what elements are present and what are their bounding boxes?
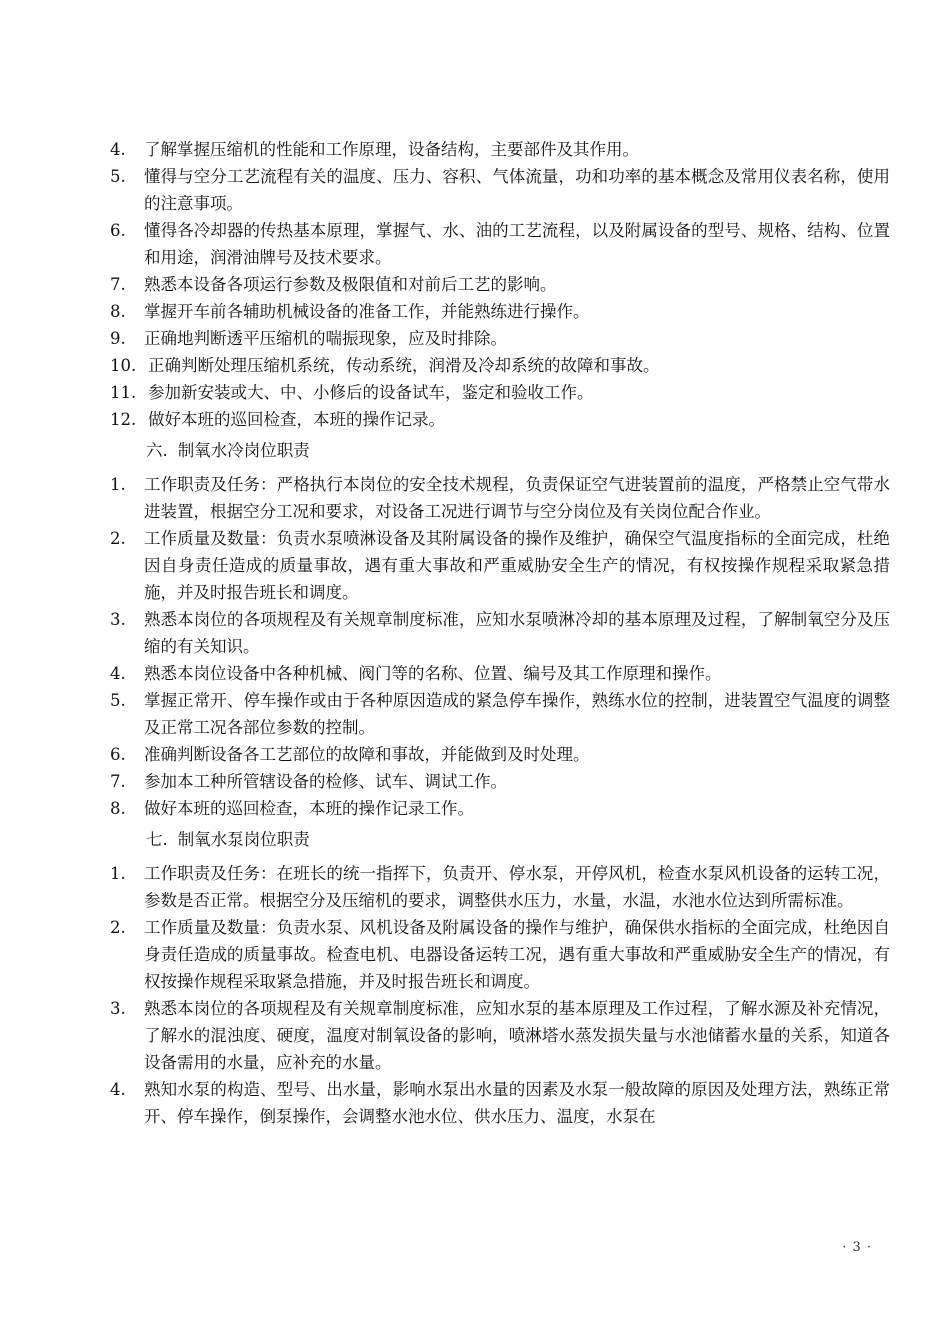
section5-list <box>110 136 890 433</box>
list-item <box>110 1076 890 1130</box>
list-item <box>110 914 890 995</box>
list-item <box>110 217 890 271</box>
item-number: 4. <box>110 140 126 159</box>
list-item <box>110 471 890 525</box>
item-text: 工作职责及任务：严格执行本岗位的安全技术规程，负责保证空气进装置前的温度，严格禁止空气带水进装置，根据空分工况和要求，对设备工况进行调节与空分岗位及有关岗位配合作业。 <box>144 475 890 521</box>
section-title: 制氧水泵岗位职责 <box>177 830 310 849</box>
item-text: 懂得与空分工艺流程有关的温度、压力、容积、气体流量，功和功率的基本概念及常用仪表名称，使用的注意事项。 <box>144 167 890 213</box>
item-text: 做好本班的巡回检查，本班的操作记录。 <box>148 410 445 429</box>
item-text: 正确地判断透平压缩机的喘振现象，应及时排除。 <box>144 329 507 348</box>
item-text: 掌握正常开、停车操作或由于各种原因造成的紧急停车操作，熟练水位的控制，进装置空气温度的调整及正常工况各部位参数的控制。 <box>144 691 890 737</box>
item-text: 熟知水泵的构造、型号、出水量，影响水泵出水量的因素及水泵一般故障的原因及处理方法，熟练正常开、停车操作，倒泵操作，会调整水池水位、供水压力、温度，水泵在 <box>144 1080 890 1126</box>
item-number: 10. <box>110 356 137 375</box>
item-number: 11. <box>110 383 137 402</box>
item-text: 熟悉本岗位设备中各种机械、阀门等的名称、位置、编号及其工作原理和操作。 <box>144 664 722 683</box>
list-item <box>110 995 890 1076</box>
list-item <box>110 860 890 914</box>
section6-list <box>110 471 890 822</box>
item-number: 5. <box>110 691 126 710</box>
item-text: 参加本工种所管辖设备的检修、试车、调试工作。 <box>144 772 507 791</box>
item-text: 做好本班的巡回检查，本班的操作记录工作。 <box>144 799 474 818</box>
list-item <box>110 795 890 822</box>
item-number: 2. <box>110 529 126 548</box>
list-item <box>110 352 890 379</box>
item-text: 准确判断设备各工艺部位的故障和事故，并能做到及时处理。 <box>144 745 590 764</box>
item-number: 1. <box>110 475 126 494</box>
list-item <box>110 298 890 325</box>
list-item <box>110 741 890 768</box>
item-number: 3. <box>110 610 126 629</box>
item-text: 正确判断处理压缩机系统，传动系统，润滑及冷却系统的故障和事故。 <box>148 356 660 375</box>
section-heading <box>146 437 890 464</box>
item-number: 6. <box>110 221 126 240</box>
document-body <box>110 136 890 1130</box>
item-number: 8. <box>110 799 126 818</box>
item-number: 7. <box>110 275 126 294</box>
item-number: 3. <box>110 999 126 1018</box>
item-text: 熟悉本岗位的各项规程及有关规章制度标准，应知水泵的基本原理及工作过程，了解水源及补充情况，了解水的混浊度、硬度，温度对制氧设备的影响，喷淋塔水蒸发损失量与水池储蓄水量的关系，知道各设备需用的水量，应补充的水量。 <box>144 999 890 1072</box>
item-text: 工作质量及数量：负责水泵喷淋设备及其附属设备的操作及维护，确保空气温度指标的全面完成，杜绝因自身责任造成的质量事故，遇有重大事故和严重威胁安全生产的情况，有权按操作规程采取紧急措施，并及时报告班长和调度。 <box>144 529 890 602</box>
item-text: 熟悉本设备各项运行参数及极限值和对前后工艺的影响。 <box>144 275 557 294</box>
item-number: 4. <box>110 1080 126 1099</box>
item-number: 9. <box>110 329 126 348</box>
item-text: 工作质量及数量：负责水泵、风机设备及附属设备的操作与维护，确保供水指标的全面完成，杜绝因自身责任造成的质量事故。检查电机、电器设备运转工况，遇有重大事故和严重威胁安全生产的情况，有权按操作规程采取紧急措施，并及时报告班长和调度。 <box>144 918 890 991</box>
item-number: 1. <box>110 864 126 883</box>
section-number: 七. <box>146 830 168 849</box>
list-item <box>110 606 890 660</box>
page-number: · 3 · <box>842 1240 872 1255</box>
item-number: 6. <box>110 745 126 764</box>
section-number: 六. <box>146 441 168 460</box>
list-item <box>110 325 890 352</box>
list-item <box>110 525 890 606</box>
item-text: 工作职责及任务：在班长的统一指挥下，负责开、停水泵，开停风机，检查水泵风机设备的运转工况，参数是否正常。根据空分及压缩机的要求，调整供水压力，水量，水温，水池水位达到所需标准。 <box>144 864 890 910</box>
list-item <box>110 660 890 687</box>
list-item <box>110 687 890 741</box>
list-item <box>110 768 890 795</box>
item-number: 2. <box>110 918 126 937</box>
item-number: 12. <box>110 410 137 429</box>
list-item <box>110 136 890 163</box>
item-number: 5. <box>110 167 126 186</box>
item-number: 4. <box>110 664 126 683</box>
section-heading <box>146 826 890 853</box>
list-item <box>110 163 890 217</box>
list-item <box>110 271 890 298</box>
list-item <box>110 379 890 406</box>
list-item <box>110 406 890 433</box>
item-text: 熟悉本岗位的各项规程及有关规章制度标准，应知水泵喷淋冷却的基本原理及过程，了解制氧空分及压缩的有关知识。 <box>144 610 890 656</box>
item-number: 7. <box>110 772 126 791</box>
section7-list <box>110 860 890 1130</box>
item-text: 了解掌握压缩机的性能和工作原理，设备结构，主要部件及其作用。 <box>144 140 639 159</box>
item-text: 参加新安装或大、中、小修后的设备试车，鉴定和验收工作。 <box>148 383 594 402</box>
section-title: 制氧水冷岗位职责 <box>177 441 310 460</box>
item-number: 8. <box>110 302 126 321</box>
item-text: 掌握开车前各辅助机械设备的准备工作，并能熟练进行操作。 <box>144 302 590 321</box>
item-text: 懂得各冷却器的传热基本原理，掌握气、水、油的工艺流程，以及附属设备的型号、规格、结构、位置和用途，润滑油牌号及技术要求。 <box>144 221 890 267</box>
